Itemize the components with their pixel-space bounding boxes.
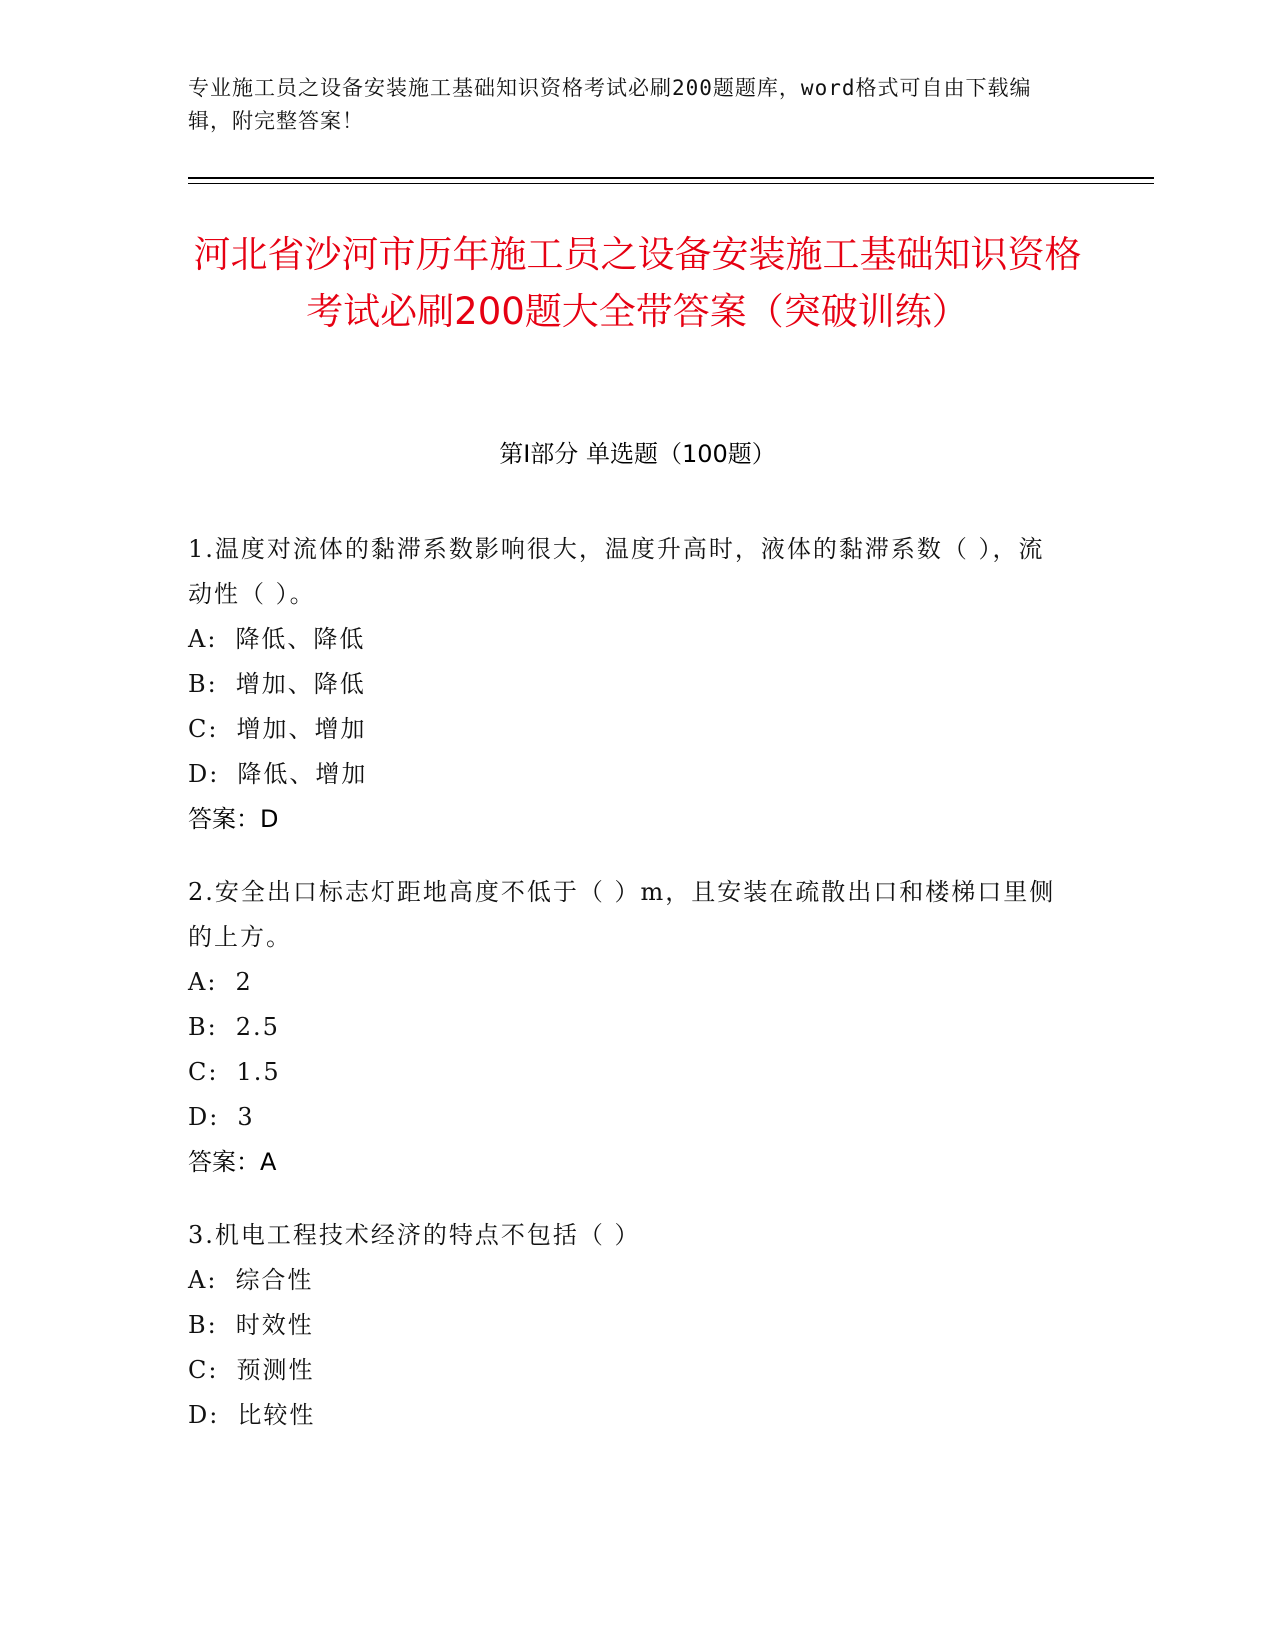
option-separator: : — [207, 968, 218, 996]
option-d — [188, 1393, 1068, 1438]
option-a — [188, 960, 1068, 1005]
answer-line: 答案：A — [188, 1148, 277, 1176]
option-value: 增加、降低 — [235, 670, 366, 698]
option-letter: B — [188, 1013, 208, 1041]
option-value: 降低、增加 — [237, 760, 368, 788]
option-d — [188, 1095, 1068, 1140]
option-separator: : — [209, 1401, 220, 1429]
option-separator: : — [207, 1266, 218, 1294]
option-separator: : — [208, 715, 219, 743]
option-value: 2 — [235, 968, 253, 996]
option-letter: A — [188, 625, 208, 653]
question-item — [188, 870, 1068, 1185]
option-letter: D — [188, 1401, 210, 1429]
option-b — [188, 662, 1068, 707]
option-value: 降低、降低 — [235, 625, 366, 653]
option-c — [188, 707, 1068, 752]
option-b — [188, 1303, 1068, 1348]
option-value: 增加、增加 — [236, 715, 367, 743]
question-item — [188, 1213, 1068, 1438]
option-d — [188, 752, 1068, 797]
option-separator: : — [207, 1013, 218, 1041]
option-a — [188, 1258, 1068, 1303]
option-letter: C — [188, 715, 209, 743]
option-letter: C — [188, 1356, 209, 1384]
answer-line: 答案：D — [188, 805, 279, 833]
option-value: 比较性 — [237, 1401, 316, 1429]
option-value: 综合性 — [235, 1266, 314, 1294]
question-text: 2.安全出口标志灯距地高度不低于（ ）m，且安装在疏散出口和楼梯口里侧的上方。 — [188, 878, 1056, 951]
option-c — [188, 1348, 1068, 1393]
option-value: 1.5 — [236, 1058, 281, 1086]
option-letter: D — [188, 760, 210, 788]
question-text: 1.温度对流体的黏滞系数影响很大，温度升高时，液体的黏滞系数（ ），流动性（ ）。 — [188, 535, 1045, 608]
option-separator: : — [209, 760, 220, 788]
option-separator: : — [208, 1356, 219, 1384]
section-heading: 第Ⅰ部分 单选题（100题） — [499, 440, 776, 468]
option-separator: : — [207, 625, 218, 653]
question-item — [188, 527, 1068, 842]
option-separator: : — [208, 1058, 219, 1086]
option-b — [188, 1005, 1068, 1050]
option-letter: B — [188, 670, 208, 698]
option-letter: C — [188, 1058, 209, 1086]
header-rule-thick — [188, 177, 1154, 179]
option-value: 预测性 — [236, 1356, 315, 1384]
option-separator: : — [207, 1311, 218, 1339]
option-letter: D — [188, 1103, 210, 1131]
option-c — [188, 1050, 1068, 1095]
header-note: 专业施工员之设备安装施工基础知识资格考试必刷200题题库，word格式可自由下载编辑，附完整答案！ — [188, 76, 1032, 133]
option-value: 2.5 — [235, 1013, 280, 1041]
option-value: 时效性 — [235, 1311, 314, 1339]
question-text: 3.机电工程技术经济的特点不包括（ ） — [188, 1221, 641, 1249]
option-letter: A — [188, 968, 208, 996]
option-letter: B — [188, 1311, 208, 1339]
option-separator: : — [207, 670, 218, 698]
option-a — [188, 617, 1068, 662]
document-title: 河北省沙河市历年施工员之设备安装施工基础知识资格考试必刷200题大全带答案（突破训练） — [193, 233, 1082, 333]
question-list — [188, 527, 1068, 1466]
option-letter: A — [188, 1266, 208, 1294]
option-separator: : — [209, 1103, 220, 1131]
header-rule-thin — [188, 183, 1154, 184]
option-value: 3 — [237, 1103, 255, 1131]
